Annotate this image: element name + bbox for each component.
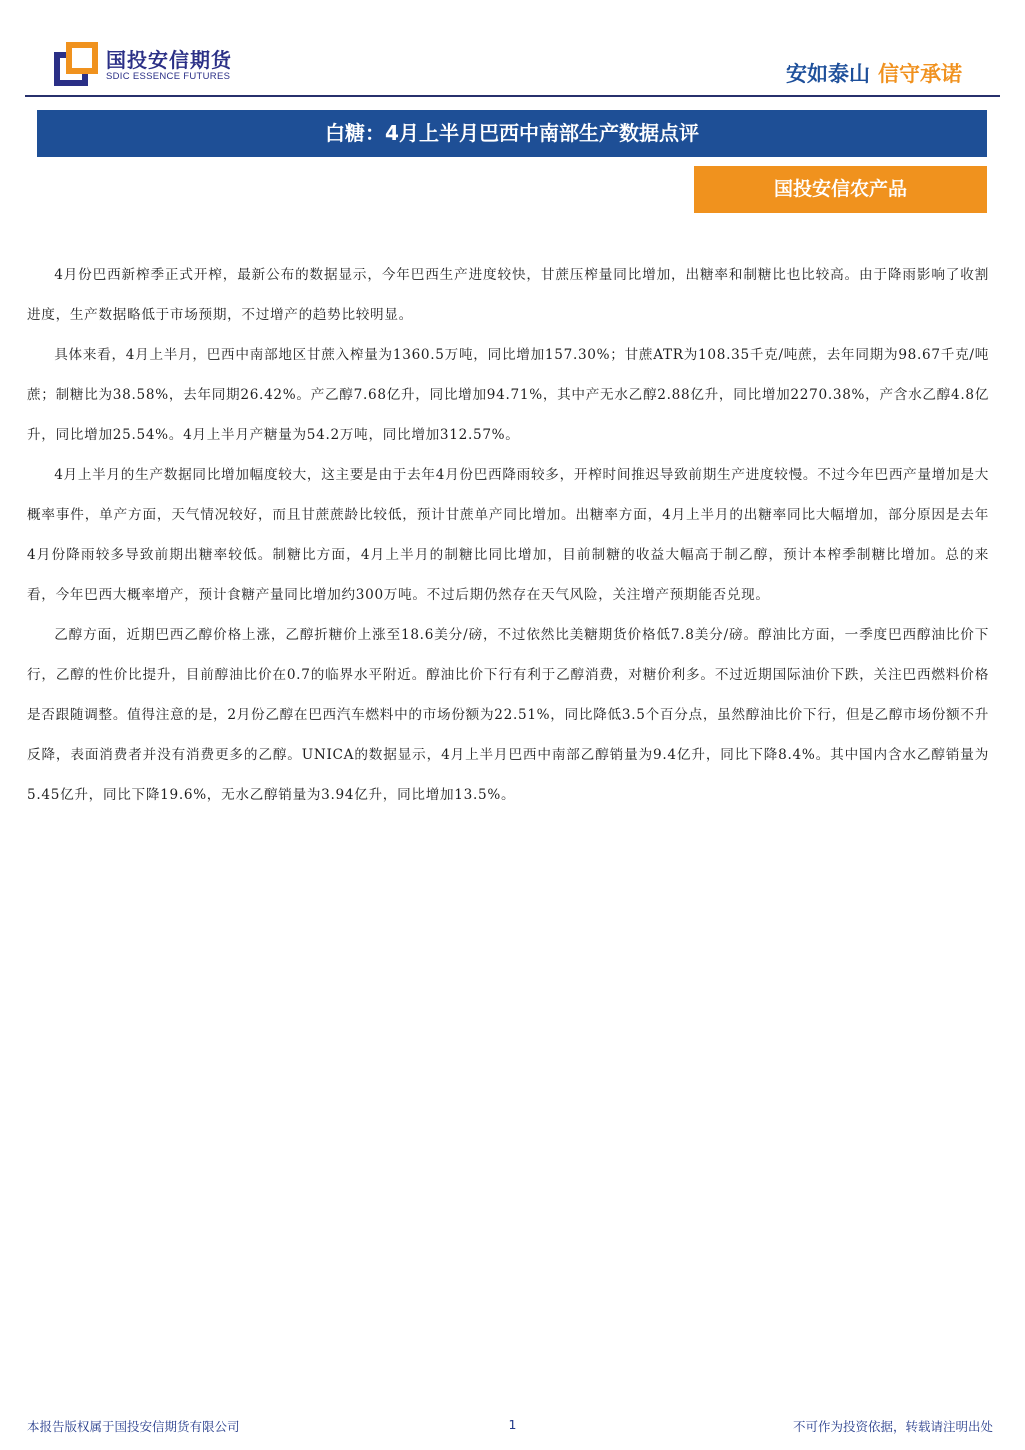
company-logo: [54, 40, 234, 86]
paragraph-ethanol: 乙醇方面，近期巴西乙醇价格上涨，乙醇折糖价上涨至18.6美分/磅，不过依然比美糖期货价格低7.8美分/磅。醇油比方面，一季度巴西醇油比价下行，乙醇的性价比提升，目前醇油比价在0.7的临界水平附近。醇油比价下行有利于乙醇消费，对糖价利多。不过近期国际油价下跌，关注巴西燃料价格是否跟随调整。值得注意的是，2月份乙醇在巴西汽车燃料中的市场份额为22.51%，同比降低3.5个百分点，虽然醇油比价下行，但是乙醇市场份额不升反降，表面消费者并没有消费更多的乙醇。UNICA的数据显示，4月上半月巴西中南部乙醇销量为9.4亿升，同比下降8.4%。其中国内含水乙醇销量为5.45亿升，同比下降19.6%，无水乙醇销量为3.94亿升，同比增加13.5%。: [27, 627, 989, 803]
report-body: [27, 255, 989, 815]
footer-copyright: 本报告版权属于国投安信期货有限公司: [27, 1419, 240, 1434]
paragraph-production-data: 具体来看，4月上半月，巴西中南部地区甘蔗入榨量为1360.5万吨，同比增加157.30%；甘蔗ATR为108.35千克/吨蔗，去年同期为98.67千克/吨蔗；制糖比为38.58%，去年同期26.42%。产乙醇7.68亿升，同比增加94.71%，其中产无水乙醇2.88亿升，同比增加2270.38%，产含水乙醇4.8亿升，同比增加25.54%。4月上半月产糖量为54.2万吨，同比增加312.57%。: [27, 347, 989, 443]
slogan-part-2: 信守承诺: [878, 62, 962, 86]
report-title: 白糖：4月上半月巴西中南部生产数据点评: [37, 110, 987, 157]
report-category-tag: 国投安信农产品: [694, 166, 987, 213]
logo-mark-icon: [54, 42, 98, 86]
paragraph-overview: 4月份巴西新榨季正式开榨，最新公布的数据显示，今年巴西生产进度较快，甘蔗压榨量同比增加，出糖率和制糖比也比较高。由于降雨影响了收割进度，生产数据略低于市场预期，不过增产的趋势比较明显。: [27, 267, 989, 323]
slogan-part-1: 安如泰山: [786, 62, 870, 86]
logo-chinese-name: 国投安信期货: [106, 48, 232, 72]
footer-page-number: 1: [508, 1417, 517, 1432]
paragraph-analysis: 4月上半月的生产数据同比增加幅度较大，这主要是由于去年4月份巴西降雨较多，开榨时间推迟导致前期生产进度较慢。不过今年巴西产量增加是大概率事件，单产方面，天气情况较好，而且甘蔗蔗龄比较低，预计甘蔗单产同比增加。出糖率方面，4月上半月的出糖率同比大幅增加，部分原因是去年4月份降雨较多导致前期出糖率较低。制糖比方面，4月上半月的制糖比同比增加，目前制糖的收益大幅高于制乙醇，预计本榨季制糖比增加。总的来看，今年巴西大概率增产，预计食糖产量同比增加约300万吨。不过后期仍然存在天气风险，关注增产预期能否兑现。: [27, 467, 989, 603]
header-divider: [25, 95, 1000, 97]
footer-disclaimer: 不可作为投资依据，转载请注明出处: [792, 1419, 993, 1434]
logo-english-name: SDIC ESSENCE FUTURES: [106, 71, 231, 82]
company-slogan: [786, 58, 962, 88]
